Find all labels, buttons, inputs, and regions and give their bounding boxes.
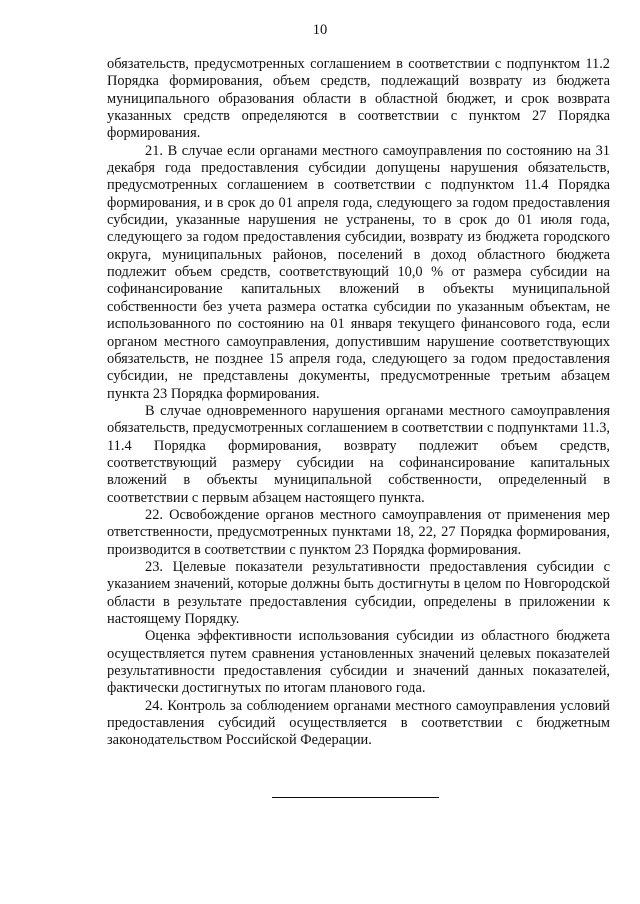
paragraph-21: 21. В случае если органами местного самоуправления по состоянию на 31 декабря года предоставления субсидии допущены нарушения обязательств, предусмотренных соглашением в соответствии с подпунктом 11.4 Порядка формирования, и в срок до 01 апреля года, следующего за годом предоставления субсидии, указанные нарушения не устранены, то в срок до 01 июля года, следующего за годом предоставления субсидии, возврату из бюджета городского округа, муниципальных районов, поселений в доход областного бюджета подлежит объем средств, соответствующий 10,0 % от размера субсидии на софинансирование капитальных вложений в объекты муниципальной собственности без учета размера остатка субсидии по указанным объектам, не использованного по состоянию на 01 января текущего финансового года, если органом местного самоуправления, допустившим нарушение соответствующих обязательств, не позднее 15 апреля года, следующего за годом предоставления субсидии, не представлены документы, предусмотренные третьим абзацем пункта 23 Порядка формирования. [107,142,610,402]
paragraph-23: 23. Целевые показатели результативности предоставления субсидии с указанием значений, которые должны быть достигнуты в целом по Новгородской области в результате предоставления субсидии, определены в приложении к настоящему Порядку. [107,558,610,627]
paragraph-continuation: обязательств, предусмотренных соглашением в соответствии с подпунктом 11.2 Порядка формирования, объем средств, подлежащий возврату из бюджета муниципального образования области в областной бюджет, и срок возврата указанных средств определяются в соответствии с пунктом 27 Порядка формирования. [107,56,610,142]
paragraph-24: 24. Контроль за соблюдением органами местного самоуправления условий предоставления субсидий осуществляется в соответствии с бюджетным законодательством Российской Федерации. [107,697,610,749]
paragraph-21-simultaneous-violation: В случае одновременного нарушения органами местного самоуправления обязательств, предусмотренных соглашением в соответствии с подпунктами 11.3, 11.4 Порядка формирования, возврату подлежит объем средств, соответствующий размеру субсидии на софинансирование капитальных вложений в объекты муниципальной собственности, определенный в соответствии с первым абзацем настоящего пункта. [107,402,610,506]
end-divider [272,797,439,798]
page-number: 10 [312,22,328,38]
document-body [107,56,610,750]
paragraph-22: 22. Освобождение органов местного самоуправления от применения мер ответственности, предусмотренных пунктами 18, 22, 27 Порядка формирования, производится в соответствии с пунктом 23 Порядка формирования. [107,506,610,558]
paragraph-23-evaluation: Оценка эффективности использования субсидии из областного бюджета осуществляется путем сравнения установленных значений целевых показателей результативности предоставления субсидии и значений данных показателей, фактически достигнутых по итогам планового года. [107,628,610,697]
